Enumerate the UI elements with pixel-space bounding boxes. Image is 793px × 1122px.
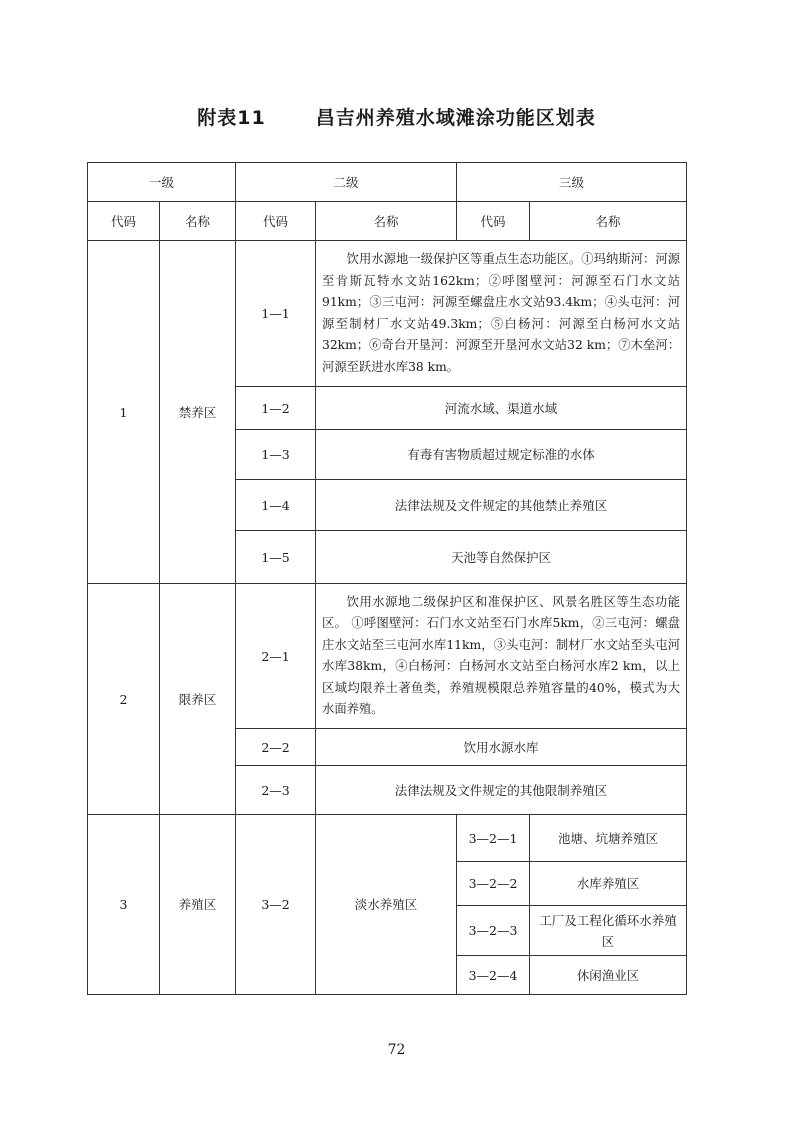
table-row — [88, 815, 687, 862]
sub-code: 1—4 — [236, 480, 316, 531]
header-l1-name: 名称 — [160, 202, 236, 241]
zone-name: 养殖区 — [160, 815, 236, 995]
table-row — [88, 241, 687, 387]
sub-description: 天池等自然保护区 — [316, 531, 687, 584]
page-number: 72 — [387, 1042, 406, 1058]
sub-name: 淡水养殖区 — [316, 815, 457, 995]
level3-code: 3—2—2 — [457, 862, 530, 906]
sub-description — [316, 584, 687, 729]
level3-name: 水库养殖区 — [530, 862, 687, 906]
sub-description: 有毒有害物质超过规定标准的水体 — [316, 430, 687, 480]
sub-description — [316, 241, 687, 387]
sub-code: 1—1 — [236, 241, 316, 387]
title-main: 昌吉州养殖水域滩涂功能区划表 — [315, 107, 596, 129]
zoning-table — [87, 162, 687, 995]
sub-description-text: 饮用水源地一级保护区等重点生态功能区。①玛纳斯河：河源至肯斯瓦特水文站162km；②呼图壁河：河源至石门水文站91km；③三屯河：河源至螺盘庄水文站93.4km；④头屯河：河源至制材厂水文站49.3km；⑤白杨河：河源至白杨河水文站32km；⑥奇台开垦河：河源至开垦河水文站32 km；⑦木垒河：河源至跃进水库38 km。 — [322, 252, 681, 374]
level3-code: 3—2—4 — [457, 956, 530, 995]
sub-code: 1—5 — [236, 531, 316, 584]
level3-code: 3—2—1 — [457, 815, 530, 862]
zone-code: 2 — [88, 584, 160, 815]
zone-name: 禁养区 — [160, 241, 236, 584]
title-prefix: 附表11 — [197, 107, 266, 129]
sub-code: 3—2 — [236, 815, 316, 995]
level3-code: 3—2—3 — [457, 906, 530, 956]
header-level2: 二级 — [236, 163, 457, 202]
header-l2-code: 代码 — [236, 202, 316, 241]
header-level3: 三级 — [457, 163, 687, 202]
zone-code: 1 — [88, 241, 160, 584]
header-l3-code: 代码 — [457, 202, 530, 241]
header-l3-name: 名称 — [530, 202, 687, 241]
sub-code: 1—3 — [236, 430, 316, 480]
sub-code: 1—2 — [236, 387, 316, 430]
sub-description: 法律法规及文件规定的其他禁止养殖区 — [316, 480, 687, 531]
header-l1-code: 代码 — [88, 202, 160, 241]
header-l2-name: 名称 — [316, 202, 457, 241]
sub-description: 法律法规及文件规定的其他限制养殖区 — [316, 766, 687, 815]
level3-name: 休闲渔业区 — [530, 956, 687, 995]
sub-code: 2—1 — [236, 584, 316, 729]
zone-name: 限养区 — [160, 584, 236, 815]
header-row-levels — [88, 163, 687, 202]
level3-name: 工厂及工程化循环水养殖区 — [530, 906, 687, 956]
page-title — [0, 103, 793, 130]
zone-code: 3 — [88, 815, 160, 995]
sub-description: 河流水域、渠道水域 — [316, 387, 687, 430]
sub-code: 2—3 — [236, 766, 316, 815]
sub-code: 2—2 — [236, 729, 316, 766]
table-row — [88, 584, 687, 729]
sub-description-text: 饮用水源地二级保护区和准保护区、风景名胜区等生态功能区。 ①呼图壁河：石门水文站至石门水库5km，②三屯河：螺盘庄水文站至三屯河水库11km，③头屯河：制材厂水文站至头屯河水库38km，④白杨河：白杨河水文站至白杨河水库2 km，以上区域均限养土著鱼类，养殖规模限总养殖容量的40%，模式为大水面养殖。 — [322, 594, 681, 716]
header-row-fields — [88, 202, 687, 241]
level3-name: 池塘、坑塘养殖区 — [530, 815, 687, 862]
header-level1: 一级 — [88, 163, 236, 202]
sub-description: 饮用水源水库 — [316, 729, 687, 766]
